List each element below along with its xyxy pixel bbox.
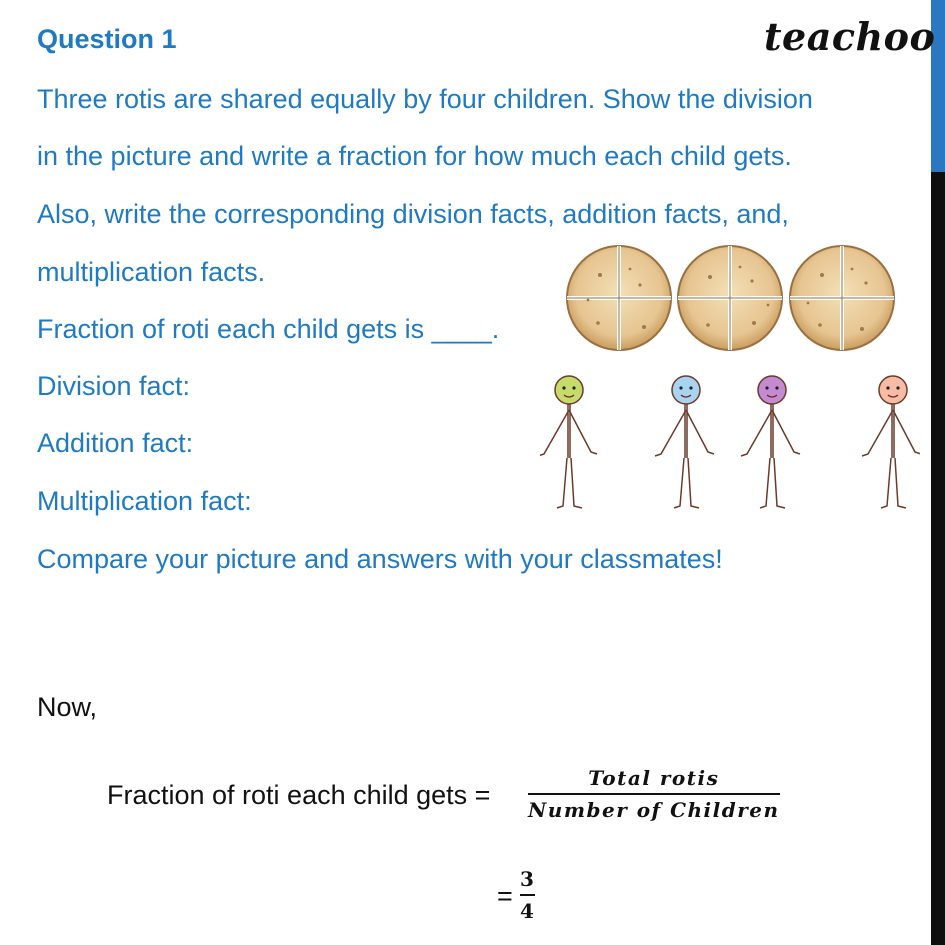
formula-denominator: Number of Children [528,798,780,822]
formula-numerator: Total rotis [588,766,720,790]
formula-fraction-bar [528,793,780,795]
children-group [540,376,920,508]
question-line-4: multiplication facts. [37,257,266,287]
result-fraction-bar [520,894,535,896]
child-figure-3 [741,376,800,508]
child-figure-1 [540,376,597,508]
roti-2 [678,246,782,350]
rotis-and-children-illustration [540,245,920,520]
child-figure-4 [862,376,920,508]
child-legs [881,458,906,508]
child-legs [760,458,785,508]
result-denominator: 4 [520,899,536,923]
child-eye [775,386,778,389]
child-eye [896,386,899,389]
result-numerator: 3 [520,867,536,891]
child-eye [562,386,565,389]
child-head [555,376,583,404]
formula-fraction [528,766,780,822]
child-eye [679,386,682,389]
answer-intro: Now, [37,692,98,722]
multiplication-fact-label: Multiplication fact: [37,486,252,516]
child-eye [572,386,575,389]
child-eye [689,386,692,389]
child-head [758,376,786,404]
child-eye [886,386,889,389]
child-head [672,376,700,404]
formula-label: Fraction of roti each child gets = [107,780,491,810]
result-fraction [520,867,535,923]
teachoo-logo: teachoo [764,14,936,59]
fraction-prompt: Fraction of roti each child gets is ____. [37,314,500,344]
child-head [879,376,907,404]
question-line-2: in the picture and write a fraction for how much each child gets. [37,141,792,171]
question-line-1: Three rotis are shared equally by four children. Show the division [37,84,813,114]
division-fact-label: Division fact: [37,371,191,401]
roti-1 [567,246,671,350]
result-equals: = [497,881,513,911]
question-line-3: Also, write the corresponding division facts, addition facts, and, [37,199,789,229]
child-eye [765,386,768,389]
compare-prompt: Compare your picture and answers with your classmates! [37,544,723,574]
roti-3 [790,246,894,350]
child-arms [862,410,920,456]
addition-fact-label: Addition fact: [37,428,194,458]
question-title: Question 1 [37,24,177,54]
child-figure-2 [655,376,714,508]
child-legs [674,458,699,508]
child-legs [557,458,582,508]
